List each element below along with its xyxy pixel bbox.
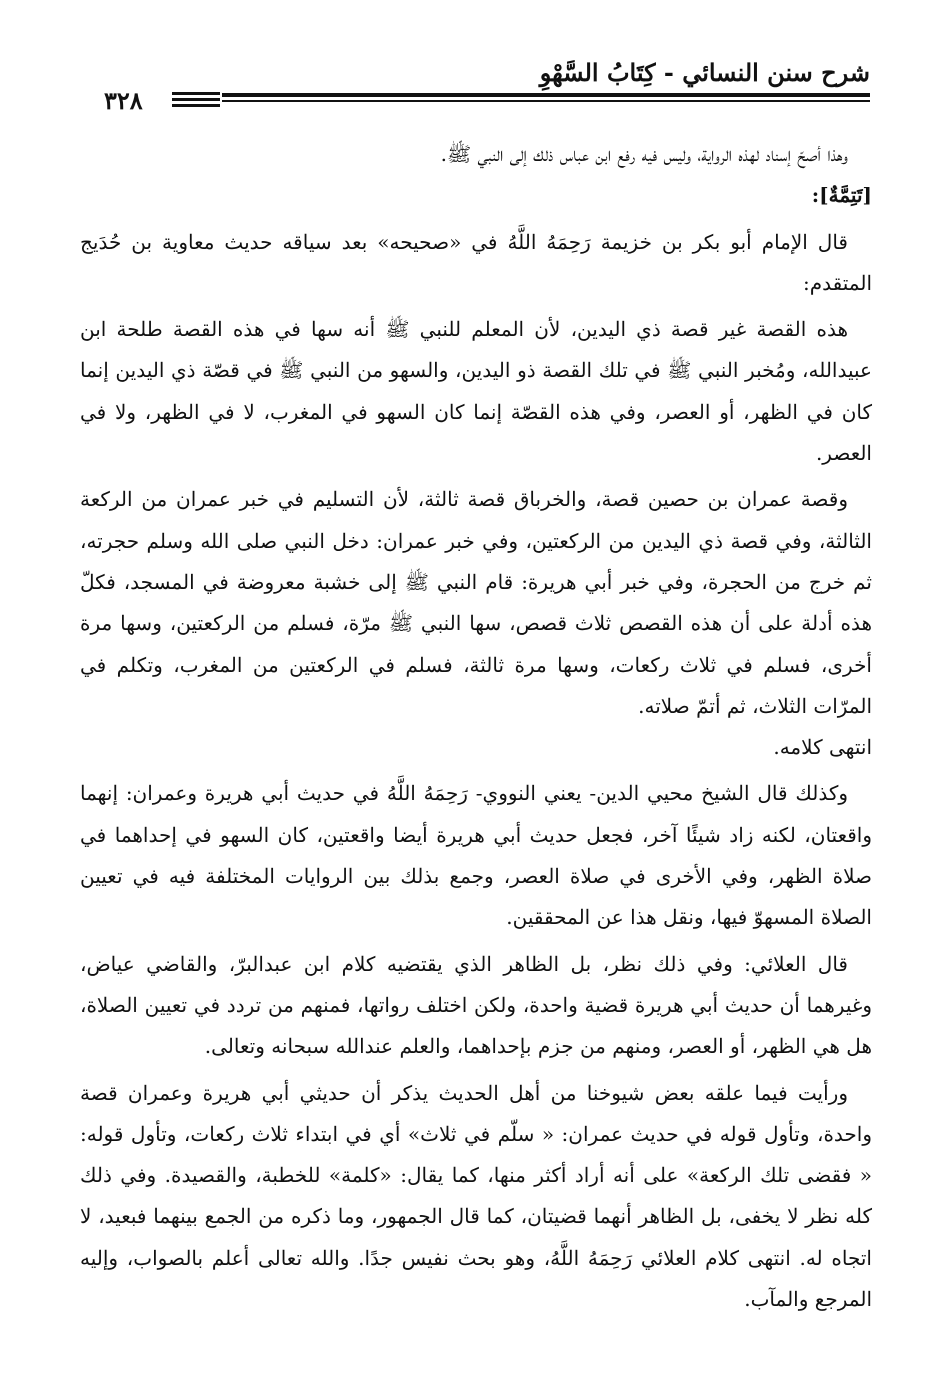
paragraph: ورأيت فيما علقه بعض شيوخنا من أهل الحديث يذكر أن حديثي أبي هريرة وعمران قصة واحدة، وتأول قوله في حديث عمران: « سلّم في ثلاث» أي في ابتداء ثلاث ركعات، وتأول قوله: « فقضى تلك الركعة» على أنه أراد أكثر منها، كما يقال: «كلمة» للخطبة، والقصيدة. وفي ذلك كله نظر لا يخفى، بل الظاهر أنهما قضيتان، كما قال الجمهور، وما ذكره من الجمع بينهما فبعيد، لا اتجاه له. انتهى كلام العلائي رَحِمَهُ اللَّهُ، وهو بحث نفيس جدًا. والله تعالى أعلم بالصواب، وإليه المرجع والمآب. [80,1080,872,1312]
paragraph: وهذا أصحّ إسناد لهذه الرواية، وليس فيه رفع ابن عباس ذلك إلى النبي ﷺ. [440,142,848,166]
paragraph: قال العلائي: وفي ذلك نظر، بل الظاهر الذي يقتضيه كلام ابن عبدالبرّ، والقاضي عياض، وغيرهما أن حديث أبي هريرة قضية واحدة، ولكن اختلف رواتها، فمنهم من تردد في تعيين الصلاة، هل هي الظهر، أو العصر، ومنهم من جزم بإحداهما، والعلم عندالله سبحانه وتعالى. [80,951,872,1059]
page-number-rule-2 [172,98,220,101]
page-number-box [80,86,222,115]
section-heading: [تَتِمَّةٌ]: [811,183,872,208]
page-number: ٣٢٨ [98,86,149,115]
running-title: شرح سنن النسائي - كِتَابُ السَّهْوِ [539,58,870,87]
paragraph: هذه القصة غير قصة ذي اليدين، لأن المعلم للنبي ﷺ أنه سها في هذه القصة طلحة ابن عبيدالله، ومُخبر النبي ﷺ في تلك القصة ذو اليدين، والسهو من النبي ﷺ في قصّة ذي اليدين إنما كان في الظهر، أو العصر، وفي هذه القصّة إنما كان السهو في المغرب، لا في الظهر، ولا في العصر. [80,317,872,466]
page-header [80,52,870,115]
body-text [80,134,872,1320]
paragraph: وكذلك قال الشيخ محيي الدين- يعني النووي- رَحِمَهُ اللَّهُ في حديث أبي هريرة وعمران: إنهما واقعتان، لكنه زاد شيئًا آخر، فجعل حديث أبي هريرة أيضا واقعتين، كان السهو في إحداهما في صلاة الظهر، وفي الأخرى في صلاة العصر، وجمع بذلك بين الروايات المختلفة فيه في تعيين الصلاة المسهوّ فيها، ونقل هذا عن المحققين. [80,781,872,930]
paragraph: وقصة عمران بن حصين قصة، والخرباق قصة ثالثة، لأن التسليم في خبر عمران من الركعة الثالثة، وفي قصة ذي اليدين من الركعتين، وفي خبر عمران: دخل النبي صلى الله وسلم حجرته، ثم خرج من الحجرة، وفي خبر أبي هريرة: قام النبي ﷺ إلى خشبة معروضة في المسجد، فكلّ هذه أدلة على أن هذه القصص ثلاث قصص، سها النبي ﷺ مرّة، فسلم من الركعتين، وسها مرة أخرى، فسلم في ثلاث ركعات، وسها مرة ثالثة، فسلم في الركعتين من المغرب، وتكلم في المرّات الثلاث، ثم أتمّ صلاته. [80,487,872,718]
paragraph: قال الإمام أبو بكر بن خزيمة رَحِمَهُ اللَّهُ في «صحيحه» بعد سياقه حديث معاوية بن حُدَيج المتقدم: [80,229,872,295]
paragraph: انتهى كلامه. [773,735,872,760]
page-number-rule-1 [172,92,220,95]
page-number-rule-3 [172,104,220,107]
